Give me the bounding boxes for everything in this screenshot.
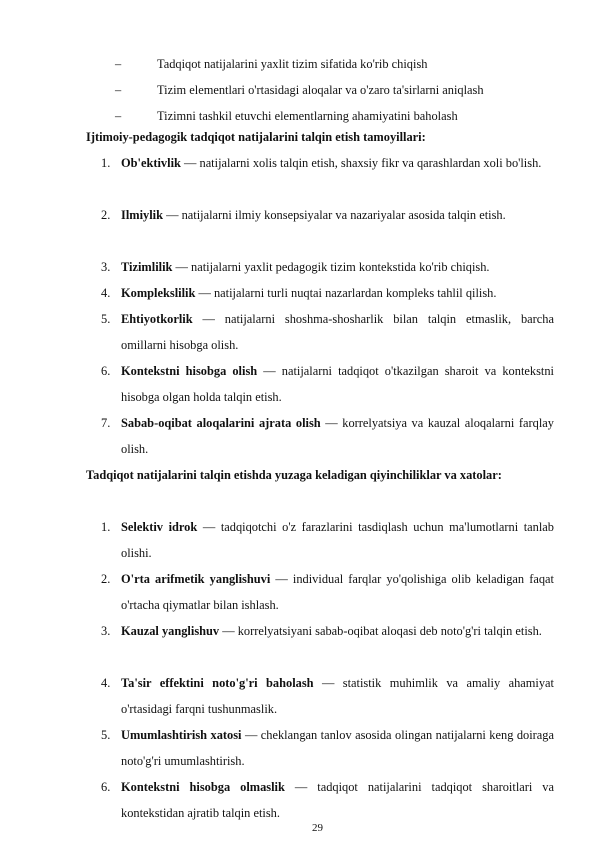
item-term: Ilmiylik (121, 208, 163, 222)
item-description: — korrelyatsiya va kauzal aloqalarni farqlay olish. (121, 416, 554, 456)
numbered-list-item (101, 566, 554, 618)
dash-bullet: – (115, 109, 122, 123)
item-term: O'rta arifmetik yanglishuvi (121, 572, 271, 586)
item-number: 3. (101, 260, 111, 274)
numbered-list-item (101, 150, 554, 176)
item-number: 5. (101, 312, 111, 326)
dash-item-text: Tizimni tashkil etuvchi elementlarning ahamiyatini baholash (157, 109, 458, 123)
numbered-list-item (101, 514, 554, 566)
numbered-list-item (101, 670, 554, 722)
item-number: 4. (101, 286, 111, 300)
item-description: — tadqiqot natijalarini tadqiqot sharoitlari va kontekstidan ajratib talqin etish. (121, 780, 555, 820)
item-number: 6. (101, 364, 111, 378)
item-description: — natijalarni shoshma-shosharlik bilan talqin etmaslik, barcha omillarni hisobga olish. (121, 312, 554, 352)
item-term: Ehtiyotkorlik (121, 312, 193, 326)
numbered-list-item (101, 306, 554, 358)
item-number: 1. (101, 520, 111, 534)
numbered-list-item (101, 280, 554, 306)
section-heading-challenges: Tadqiqot natijalarini talqin etishda yuzaga keladigan qiyinchiliklar va xatolar: (86, 468, 502, 482)
item-term: Selektiv idrok (121, 520, 198, 534)
numbered-list-item (101, 618, 554, 644)
item-number: 2. (101, 572, 111, 586)
item-description: — natijalarni turli nuqtai nazarlardan kompleks tahlil qilish. (195, 286, 497, 300)
item-description: — korrelyatsiyani sabab-oqibat aloqasi deb noto'g'ri talqin etish. (219, 624, 542, 638)
item-term: Komplekslilik (121, 286, 196, 300)
item-term: Sabab-oqibat aloqalarini ajrata olish (121, 416, 321, 430)
numbered-list-item (101, 722, 554, 774)
item-description: — natijalarni yaxlit pedagogik tizim kontekstida ko'rib chiqish. (172, 260, 490, 274)
numbered-list-item (101, 774, 554, 826)
item-description: — tadqiqotchi o'z farazlarini tasdiqlash uchun ma'lumotlarni tanlab olishi. (121, 520, 554, 560)
item-description: — natijalarni tadqiqot o'tkazilgan sharoit va kontekstni hisobga olgan holda talqin etish. (121, 364, 554, 404)
item-term: Kauzal yanglishuv (121, 624, 220, 638)
numbered-list-item (101, 410, 554, 462)
item-number: 7. (101, 416, 111, 430)
item-term: Kontekstni hisobga olmaslik (121, 780, 285, 794)
item-term: Tizimlilik (121, 260, 173, 274)
item-number: 3. (101, 624, 111, 638)
item-description: — natijalarni xolis talqin etish, shaxsiy fikr va qarashlardan xoli bo'lish. (180, 156, 542, 170)
item-term: Ta'sir effektini noto'g'ri baholash (121, 676, 314, 690)
item-term: Ob'ektivlik (121, 156, 181, 170)
item-number: 4. (101, 676, 111, 690)
item-number: 1. (101, 156, 111, 170)
item-description: — cheklangan tanlov asosida olingan natijalarni keng doiraga noto'g'ri umumlashtirish. (121, 728, 555, 768)
numbered-list-item (101, 202, 554, 228)
item-number: 6. (101, 780, 111, 794)
item-description: — statistik muhimlik va amaliy ahamiyat o'rtasidagi farqni tushunmaslik. (121, 676, 554, 716)
section-heading-principles: Ijtimoiy-pedagogik tadqiqot natijalarini talqin etish tamoyillari: (86, 130, 426, 144)
item-term: Umumlashtirish xatosi (121, 728, 242, 742)
item-description: — natijalarni ilmiy konsepsiyalar va nazariyalar asosida talqin etish. (163, 208, 506, 222)
page-number: 29 (312, 822, 323, 834)
numbered-list-item (101, 254, 554, 280)
dash-bullet: – (115, 57, 122, 71)
numbered-list-item (101, 358, 554, 410)
item-number: 2. (101, 208, 111, 222)
dash-item-text: Tadqiqot natijalarini yaxlit tizim sifatida ko'rib chiqish (157, 57, 428, 71)
dash-bullet: – (115, 83, 122, 97)
dash-item-text: Tizim elementlari o'rtasidagi aloqalar va o'zaro ta'sirlarni aniqlash (157, 83, 484, 97)
item-description: — individual farqlar yo'qolishiga olib keladigan faqat o'rtacha qiymatlar bilan ishlash. (121, 572, 554, 612)
item-term: Kontekstni hisobga olish (121, 364, 258, 378)
item-number: 5. (101, 728, 111, 742)
